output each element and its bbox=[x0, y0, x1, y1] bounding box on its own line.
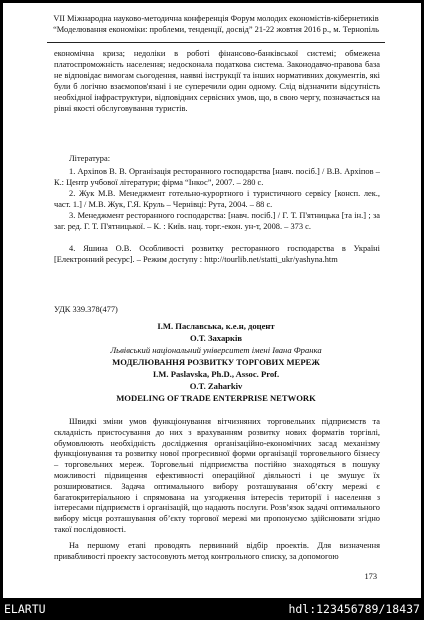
author-2: О.Т. Захарків bbox=[189, 333, 243, 343]
author-1: І.М. Паславська, к.е.н, доцент bbox=[157, 321, 275, 331]
footer-repository-label: ELARTU bbox=[4, 602, 46, 616]
reference-item: 1. Архіпов В. В. Організація ресторанного господарства [навч. посіб.] / В.В. Архіпов – К.: Центр учбової літератури; фірма “Інкос”, 2007. – 280 с. bbox=[54, 167, 380, 187]
reference-item: 3. Менеджмент ресторанного господарства: [навч. посіб.] / Г. Т. П'ятницька [та ін.] ; за заг. ред. Г. Т. П'ятницької. – К. : Київ. нац. торг.-екон. ун-т, 2008. – 373 с. bbox=[54, 211, 380, 231]
page-number: 173 bbox=[364, 572, 377, 581]
body-paragraph: Швидкі зміни умов функціонування вітчизняних торговельних підприємств та складність пристосування до них з врахуванням розвитку нових форматів торгівлі, обумовлюють необхідність дослідження організаційно-економічних засад механізму функціонування та розвитку нової прогресивної форми організації торговельного бізнесу – торговельних мереж. Торговельні підприємства постійно знаходяться в пошуку можливості підвищення ефективності операційної діяльності і це змушує їх розширюватися. Задача оптимального вибору розташування об’єкту мережі є багатокритеріальною і спрямована на узгодження інтересів території і населення з інтересами підприємств і організацій, що надають послуги. Розв’язок задачі оптимального вибору місця розташування об’єкту торгової мережі ми пропонуємо здійснювати згідно такої послідовності. bbox=[54, 417, 380, 534]
running-header bbox=[53, 13, 379, 35]
document-page bbox=[3, 3, 421, 598]
header-line-2: “Моделювання економіки: проблеми, тенденції, досвід” 21-22 жовтня 2016 р., м. Тернопіль bbox=[53, 25, 379, 34]
header-line-1: VII Міжнародна науково-методична конференція Форум молодих економістів-кібернетиків bbox=[53, 14, 379, 23]
author-2-en: O.T. Zaharkiv bbox=[189, 381, 243, 391]
references-title: Література: bbox=[69, 154, 111, 163]
udc-code: УДК 339.378(477) bbox=[54, 305, 118, 314]
intro-paragraph: економічна криза; недоліки в роботі фінансово-банківської системі; обмежена платоспроможність населення; недосконала податкова система. Законодавчо-правова база не відповідає вимогам сьогодення, наявні інструкції та інших нормативних документів, які були б логічно взаємопов'язані і не суперечили один одному. Слід відзначити відсутність необхідної інфраструктури, відповідних сервісних умов, що, в свою чергу, позначається на рівні якості обслуговування туристів. bbox=[54, 49, 380, 113]
affiliation: Львівський національний університет імені Івана Франка bbox=[110, 345, 322, 355]
footer-handle: hdl:123456789/18437 bbox=[288, 602, 420, 616]
author-1-en: I.M. Paslavska, Ph.D., Assoc. Prof. bbox=[152, 369, 280, 379]
header-rule bbox=[47, 42, 385, 43]
reference-item: 4. Яшина О.В. Особливості розвитку ресторанного господарства в Україні [Електронний ресурс]. – Режим доступу : http://tourlib.net/statti_ukr/yashyna.htm bbox=[54, 244, 380, 264]
article-title-ua: МОДЕЛЮВАННЯ РОЗВИТКУ ТОРГОВИХ МЕРЕЖ bbox=[112, 357, 320, 367]
article-title-en: MODELING OF TRADE ENTERPRISE NETWORK bbox=[116, 393, 316, 403]
footer-bar bbox=[0, 598, 424, 620]
body-paragraph: На першому етапі проводять первинний відбір проектів. Для визначення привабливості проекту застосовують метод контрольного списку, за допомогою bbox=[54, 541, 380, 561]
reference-item: 2. Жук М.В. Менеджмент готельно-курортного і туристичного сервісу [консп. лек., част. 1.] / М.В. Жук, Г.Я. Круль – Чернівці: Рута, 2004. – 88 с. bbox=[54, 189, 380, 209]
